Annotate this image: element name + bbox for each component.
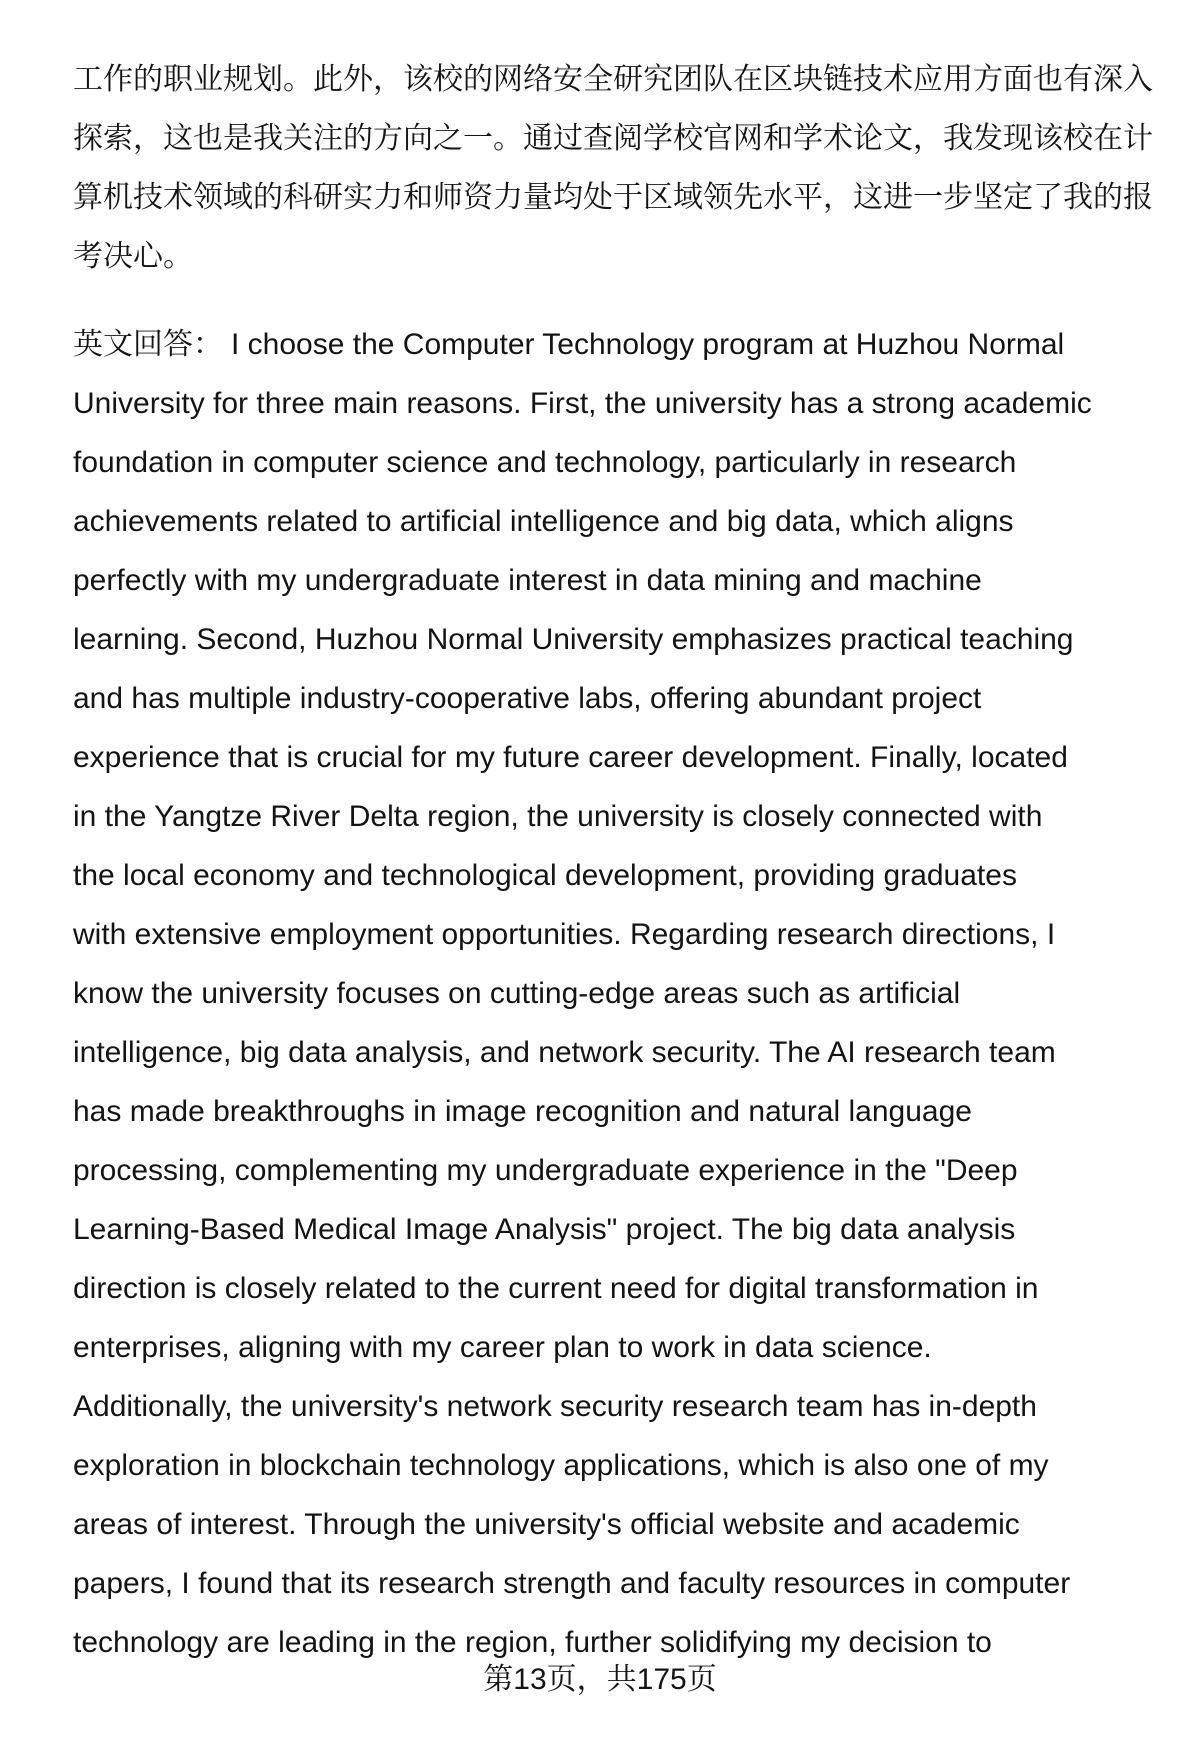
continuation-paragraph (73, 50, 1173, 286)
paragraph-line: exploration in blockchain technology applications, which is also one of my (73, 1449, 1049, 1482)
paragraph-line: with extensive employment opportunities. Regarding research directions, I (73, 918, 1056, 951)
paragraph-line: has made breakthroughs in image recognition and natural language (73, 1095, 972, 1128)
paragraph-line: achievements related to artificial intelligence and big data, which aligns (73, 505, 1014, 538)
paragraph-line: areas of interest. Through the university's official website and academic (73, 1508, 1020, 1541)
paragraph-line: the local economy and technological development, providing graduates (73, 859, 1017, 892)
paragraph-line: 考决心。 (73, 240, 193, 273)
paragraph-line: Additionally, the university's network security research team has in-depth (73, 1390, 1037, 1423)
paragraph-line (73, 315, 1173, 374)
english-answer-paragraph (73, 315, 1173, 1672)
paragraph-line: technology are leading in the region, further solidifying my decision to (73, 1626, 992, 1659)
paragraph-line: foundation in computer science and technology, particularly in research (73, 446, 1017, 479)
paragraph-line: processing, complementing my undergraduate experience in the "Deep (73, 1154, 1018, 1187)
paragraph-line: papers, I found that its research strength and faculty resources in computer (73, 1567, 1071, 1600)
paragraph-line: Learning-Based Medical Image Analysis" project. The big data analysis (73, 1213, 1016, 1246)
line-text: I choose the Computer Technology program at Huzhou Normal (231, 328, 1065, 361)
paragraph-line: direction is closely related to the current need for digital transformation in (73, 1272, 1039, 1305)
paragraph-line: enterprises, aligning with my career plan to work in data science. (73, 1331, 932, 1364)
paragraph-line: 探索，这也是我关注的方向之一。通过查阅学校官网和学术论文，我发现该校在计 (73, 122, 1153, 155)
paragraph-line: and has multiple industry-cooperative labs, offering abundant project (73, 682, 982, 715)
paragraph-line: know the university focuses on cutting-edge areas such as artificial (73, 977, 961, 1010)
paragraph-line: intelligence, big data analysis, and network security. The AI research team (73, 1036, 1056, 1069)
page-number-footer: 第13页，共175页 (483, 1663, 717, 1696)
paragraph-line: learning. Second, Huzhou Normal University emphasizes practical teaching (73, 623, 1074, 656)
answer-label: 英文回答： (73, 328, 223, 361)
paragraph-line: University for three main reasons. First, the university has a strong academic (73, 387, 1092, 420)
paragraph-line: in the Yangtze River Delta region, the university is closely connected with (73, 800, 1043, 833)
paragraph-line: 算机技术领域的科研实力和师资力量均处于区域领先水平，这进一步坚定了我的报 (73, 181, 1153, 214)
paragraph-line: perfectly with my undergraduate interest in data mining and machine (73, 564, 982, 597)
paragraph-line: experience that is crucial for my future career development. Finally, located (73, 741, 1068, 774)
paragraph-line: 工作的职业规划。此外，该校的网络安全研究团队在区块链技术应用方面也有深入 (73, 63, 1153, 96)
